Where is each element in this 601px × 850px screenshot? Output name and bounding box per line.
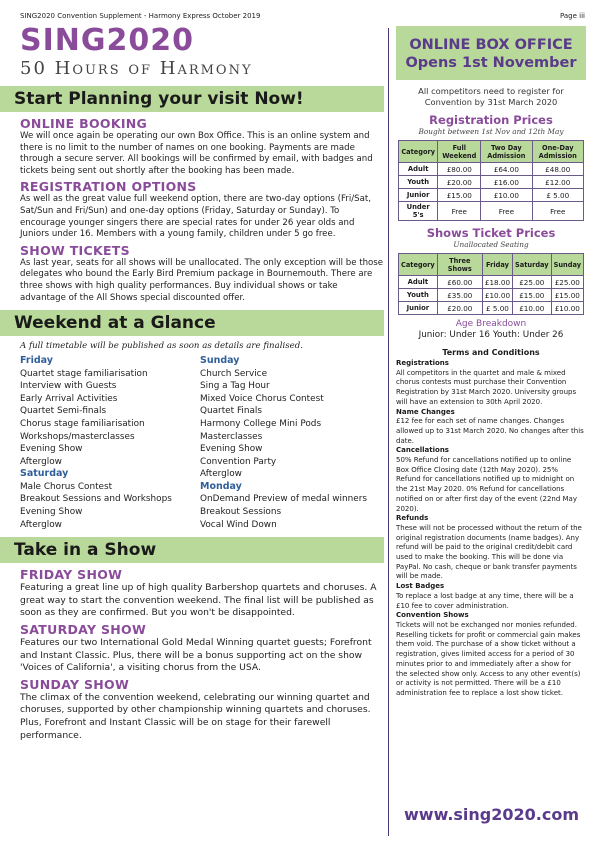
- terms-heading: Name Changes: [396, 407, 455, 416]
- event-item: Male Chorus Contest: [20, 481, 113, 492]
- column-header: Saturday: [513, 254, 552, 276]
- page-number: Page iii: [559, 12, 585, 20]
- table-header-row: [399, 254, 584, 276]
- column-header: Two Day Admission: [481, 141, 532, 163]
- terms-body: [396, 359, 586, 699]
- table-cell: £20.00: [437, 302, 482, 315]
- row-label: Youth: [399, 176, 438, 189]
- row-label: Adult: [399, 276, 438, 289]
- table-cell: £48.00: [532, 163, 584, 176]
- table-cell: Free: [481, 202, 532, 221]
- table-row: [399, 163, 584, 176]
- table-cell: £35.00: [437, 289, 482, 302]
- table-row: [399, 202, 584, 221]
- event-item: Quartet Semi-finals: [20, 406, 107, 417]
- event-item: Evening Show: [20, 507, 83, 518]
- table-cell: £60.00: [437, 276, 482, 289]
- table-cell: £10.00: [482, 289, 512, 302]
- main-column: [14, 23, 384, 742]
- registration-prices-subtitle: Bought between 1st Nov and 12th May: [418, 127, 564, 136]
- timetable: [20, 355, 384, 531]
- planning-band: Start Planning your visit Now!: [0, 86, 384, 112]
- section-heading: REGISTRATION OPTIONS: [20, 179, 197, 195]
- table-cell: £10.00: [513, 302, 552, 315]
- show-tickets-section: [20, 243, 384, 304]
- column-header: Full Weekend: [438, 141, 481, 163]
- day-heading-friday: Friday: [20, 355, 53, 367]
- table-row: [399, 302, 584, 315]
- row-label: Adult: [399, 163, 438, 176]
- table-cell: £64.00: [481, 163, 532, 176]
- table-cell: £ 5.00: [482, 302, 512, 315]
- day-heading-sunday: Sunday: [200, 355, 240, 367]
- event-item: Masterclasses: [200, 431, 263, 442]
- table-cell: £12.00: [532, 176, 584, 189]
- table-row: [399, 289, 584, 302]
- event-item: Breakout Sessions and Workshops: [20, 494, 172, 505]
- row-label: Youth: [399, 289, 438, 302]
- column-header: Category: [399, 141, 438, 163]
- event-item: Afterglow: [20, 519, 62, 530]
- timetable-column-1: [20, 355, 200, 531]
- table-cell: £25.00: [513, 276, 552, 289]
- event-item: Afterglow: [200, 469, 242, 480]
- column-header: Friday: [482, 254, 512, 276]
- section-heading: SUNDAY SHOW: [20, 676, 130, 692]
- event-item: Evening Show: [200, 444, 263, 455]
- table-cell: £15.00: [513, 289, 552, 302]
- table-header-row: [399, 141, 584, 163]
- table-cell: £10.00: [481, 189, 532, 202]
- terms-text: These will not be processed without the return of the original registration documents (name badges). Any refund will be paid to the original credit/debit card used to make the booking. This will be done via PayPal. No cash, cheque or bank transfer payments will be made.: [396, 523, 582, 581]
- shows-band: Take in a Show: [0, 537, 384, 563]
- section-heading: FRIDAY SHOW: [20, 567, 123, 583]
- day-heading-monday: Monday: [200, 480, 242, 492]
- registration-prices-title: Registration Prices: [429, 113, 553, 127]
- column-header: Category: [399, 254, 438, 276]
- running-header: SING2020 Convention Supplement - Harmony Express October 2019: [20, 12, 261, 20]
- friday-show-section: [20, 567, 384, 620]
- terms-text: 50% Refund for cancellations notified up to online Box Office Closing date (12th May 2020). 25% Refund for cancellations notified up to midnight on the 21st May 2020. 0% Refund for cancellations notified on or after first day of the event (22nd May 2020).: [396, 456, 577, 513]
- column-header: Three Shows: [437, 254, 482, 276]
- box-office-panel: [396, 26, 586, 80]
- column-header: One-Day Admission: [532, 141, 584, 163]
- row-label: Junior: [399, 302, 438, 315]
- event-item: Early Arrival Activities: [20, 393, 118, 404]
- table-cell: £16.00: [481, 176, 532, 189]
- row-label: Under 5's: [399, 202, 438, 221]
- age-breakdown-title: Age Breakdown: [455, 319, 527, 329]
- terms-text: To replace a lost badge at any time, there will be a £10 fee to cover administration.: [396, 591, 574, 610]
- event-item: Chorus stage familiarisation: [20, 419, 145, 429]
- box-office-title: ONLINE BOX OFFICE: [409, 37, 573, 53]
- online-booking-section: [20, 116, 384, 177]
- table-cell: £20.00: [438, 176, 481, 189]
- event-item: Mixed Voice Chorus Contest: [200, 393, 324, 404]
- event-item: Afterglow: [20, 456, 62, 467]
- event-item: Quartet Finals: [200, 406, 263, 417]
- section-heading: ONLINE BOOKING: [20, 116, 148, 131]
- event-item: Workshops/masterclasses: [20, 431, 135, 442]
- saturday-show-section: [20, 622, 384, 675]
- timetable-note: A full timetable will be published as soon as details are finalised.: [20, 341, 303, 352]
- event-item: Sing a Tag Hour: [200, 381, 270, 392]
- sidebar-divider: [388, 28, 389, 836]
- section-text: As last year, seats for all shows will be unallocated. The only exception will be those delegates who bound the Early Bird Premium package in Bournemouth. There are three shows with high quality performances. Buy individual shows or take advantage of the All Shows special discounted offer.: [20, 257, 384, 303]
- terms-text: £12 fee for each set of name changes. Changes allowed up to 31st March 2020. No changes after this date.: [396, 417, 584, 445]
- event-item: OnDemand Preview of medal winners: [200, 494, 367, 505]
- day-heading-saturday: Saturday: [20, 468, 69, 480]
- event-item: Breakout Sessions: [200, 507, 282, 518]
- event-item: Vocal Wind Down: [200, 519, 277, 530]
- table-row: [399, 189, 584, 202]
- page-subtitle: 50 Hours of Harmony: [20, 58, 253, 79]
- weekend-band: Weekend at a Glance: [0, 310, 384, 336]
- section-text: Features our two International Gold Medal Winning quartet guests; Forefront and Instant Classic. Plus, there will be a bonus supporting act on the show 'Voices of California', a visiting chorus from the USA.: [20, 637, 372, 674]
- event-item: Evening Show: [20, 444, 83, 455]
- section-text: The climax of the convention weekend, celebrating our winning quartet and choruses, supported by other championship winning quartets and choruses. Plus, Forefront and Instant Classic will be on stage for their farewell performance.: [20, 691, 371, 741]
- event-item: Quartet stage familiarisation: [20, 368, 148, 379]
- event-item: Harmony College Mini Pods: [200, 419, 322, 429]
- age-breakdown-values: Junior: Under 16 Youth: Under 26: [418, 330, 564, 340]
- table-cell: £18.00: [482, 276, 512, 289]
- terms-heading: Refunds: [396, 514, 429, 523]
- table-row: [399, 276, 584, 289]
- event-item: Church Service: [200, 368, 268, 379]
- registration-options-section: [20, 179, 384, 240]
- table-cell: Free: [532, 202, 584, 221]
- show-prices-table: [398, 253, 584, 315]
- sunday-show-section: [20, 677, 384, 742]
- sidebar: [396, 26, 586, 699]
- timetable-column-2: [200, 355, 380, 531]
- section-text: Featuring a great line up of high quality Barbershop quartets and choruses. A great way to start the convention weekend. The final list will be published as soon as they are confirmed. But you won't be disappointed.: [20, 582, 377, 619]
- section-text: We will once again be operating our own Box Office. This is an online system and there is no limit to the number of names on one booking. Payments are made through a secure server. All bookings will be confirmed by email, with badges and tickets being sent out shortly after the booking has been made.: [20, 131, 373, 176]
- table-cell: £25.00: [551, 276, 583, 289]
- terms-heading: Registrations: [396, 359, 449, 367]
- table-cell: £10.00: [551, 302, 583, 315]
- website-link[interactable]: www.sing2020.com: [404, 805, 580, 824]
- show-prices-subtitle: Unallocated Seating: [453, 240, 529, 249]
- event-item: Interview with Guests: [20, 381, 117, 392]
- event-item: Convention Party: [200, 456, 277, 467]
- terms-text: All competitors in the quartet and male & mixed chorus contests must purchase their Convention Registration by 31st March 2020. University groups will have an extension to 30th April 2020.: [396, 368, 577, 406]
- table-cell: £80.00: [438, 163, 481, 176]
- table-cell: £15.00: [438, 189, 481, 202]
- terms-title: Terms and Conditions: [442, 348, 540, 357]
- column-header: Sunday: [551, 254, 583, 276]
- section-text: As well as the great value full weekend option, there are two-day options (Fri/Sat, Sat/Sun and Fri/Sun) and one-day options (Friday, Saturday or Sunday). To encourage younger singers there are special rates for under 26 year olds and Juniors under 16. Members with a young family, children under 5 go free.: [20, 194, 371, 240]
- table-cell: Free: [438, 202, 481, 221]
- terms-heading: Cancellations: [396, 446, 449, 455]
- box-office-date: Opens 1st November: [405, 55, 577, 71]
- table-cell: £15.00: [551, 289, 583, 302]
- registration-prices-table: [398, 140, 584, 221]
- page-title: SING2020: [20, 23, 194, 58]
- section-heading: SATURDAY SHOW: [20, 622, 147, 638]
- terms-heading: Convention Shows: [396, 611, 469, 620]
- table-cell: £ 5.00: [532, 189, 584, 202]
- section-heading: SHOW TICKETS: [20, 242, 130, 258]
- terms-text: Tickets will not be exchanged nor monies refunded. Reselling tickets for profit or commercial gain makes them void. The purchase of a show ticket without a registration, gives limited access for a period of 30 minutes prior to and immediately after a show for the selected show only. Access to any other event(s) or activity is not permitted. There will be a £10 administration fee to replace a lost show ticket.: [396, 620, 581, 697]
- show-prices-title: Shows Ticket Prices: [426, 226, 556, 240]
- row-label: Junior: [399, 189, 438, 202]
- terms-heading: Lost Badges: [396, 582, 445, 591]
- table-row: [399, 176, 584, 189]
- register-note: All competitors need to register for Convention by 31st March 2020: [418, 86, 564, 107]
